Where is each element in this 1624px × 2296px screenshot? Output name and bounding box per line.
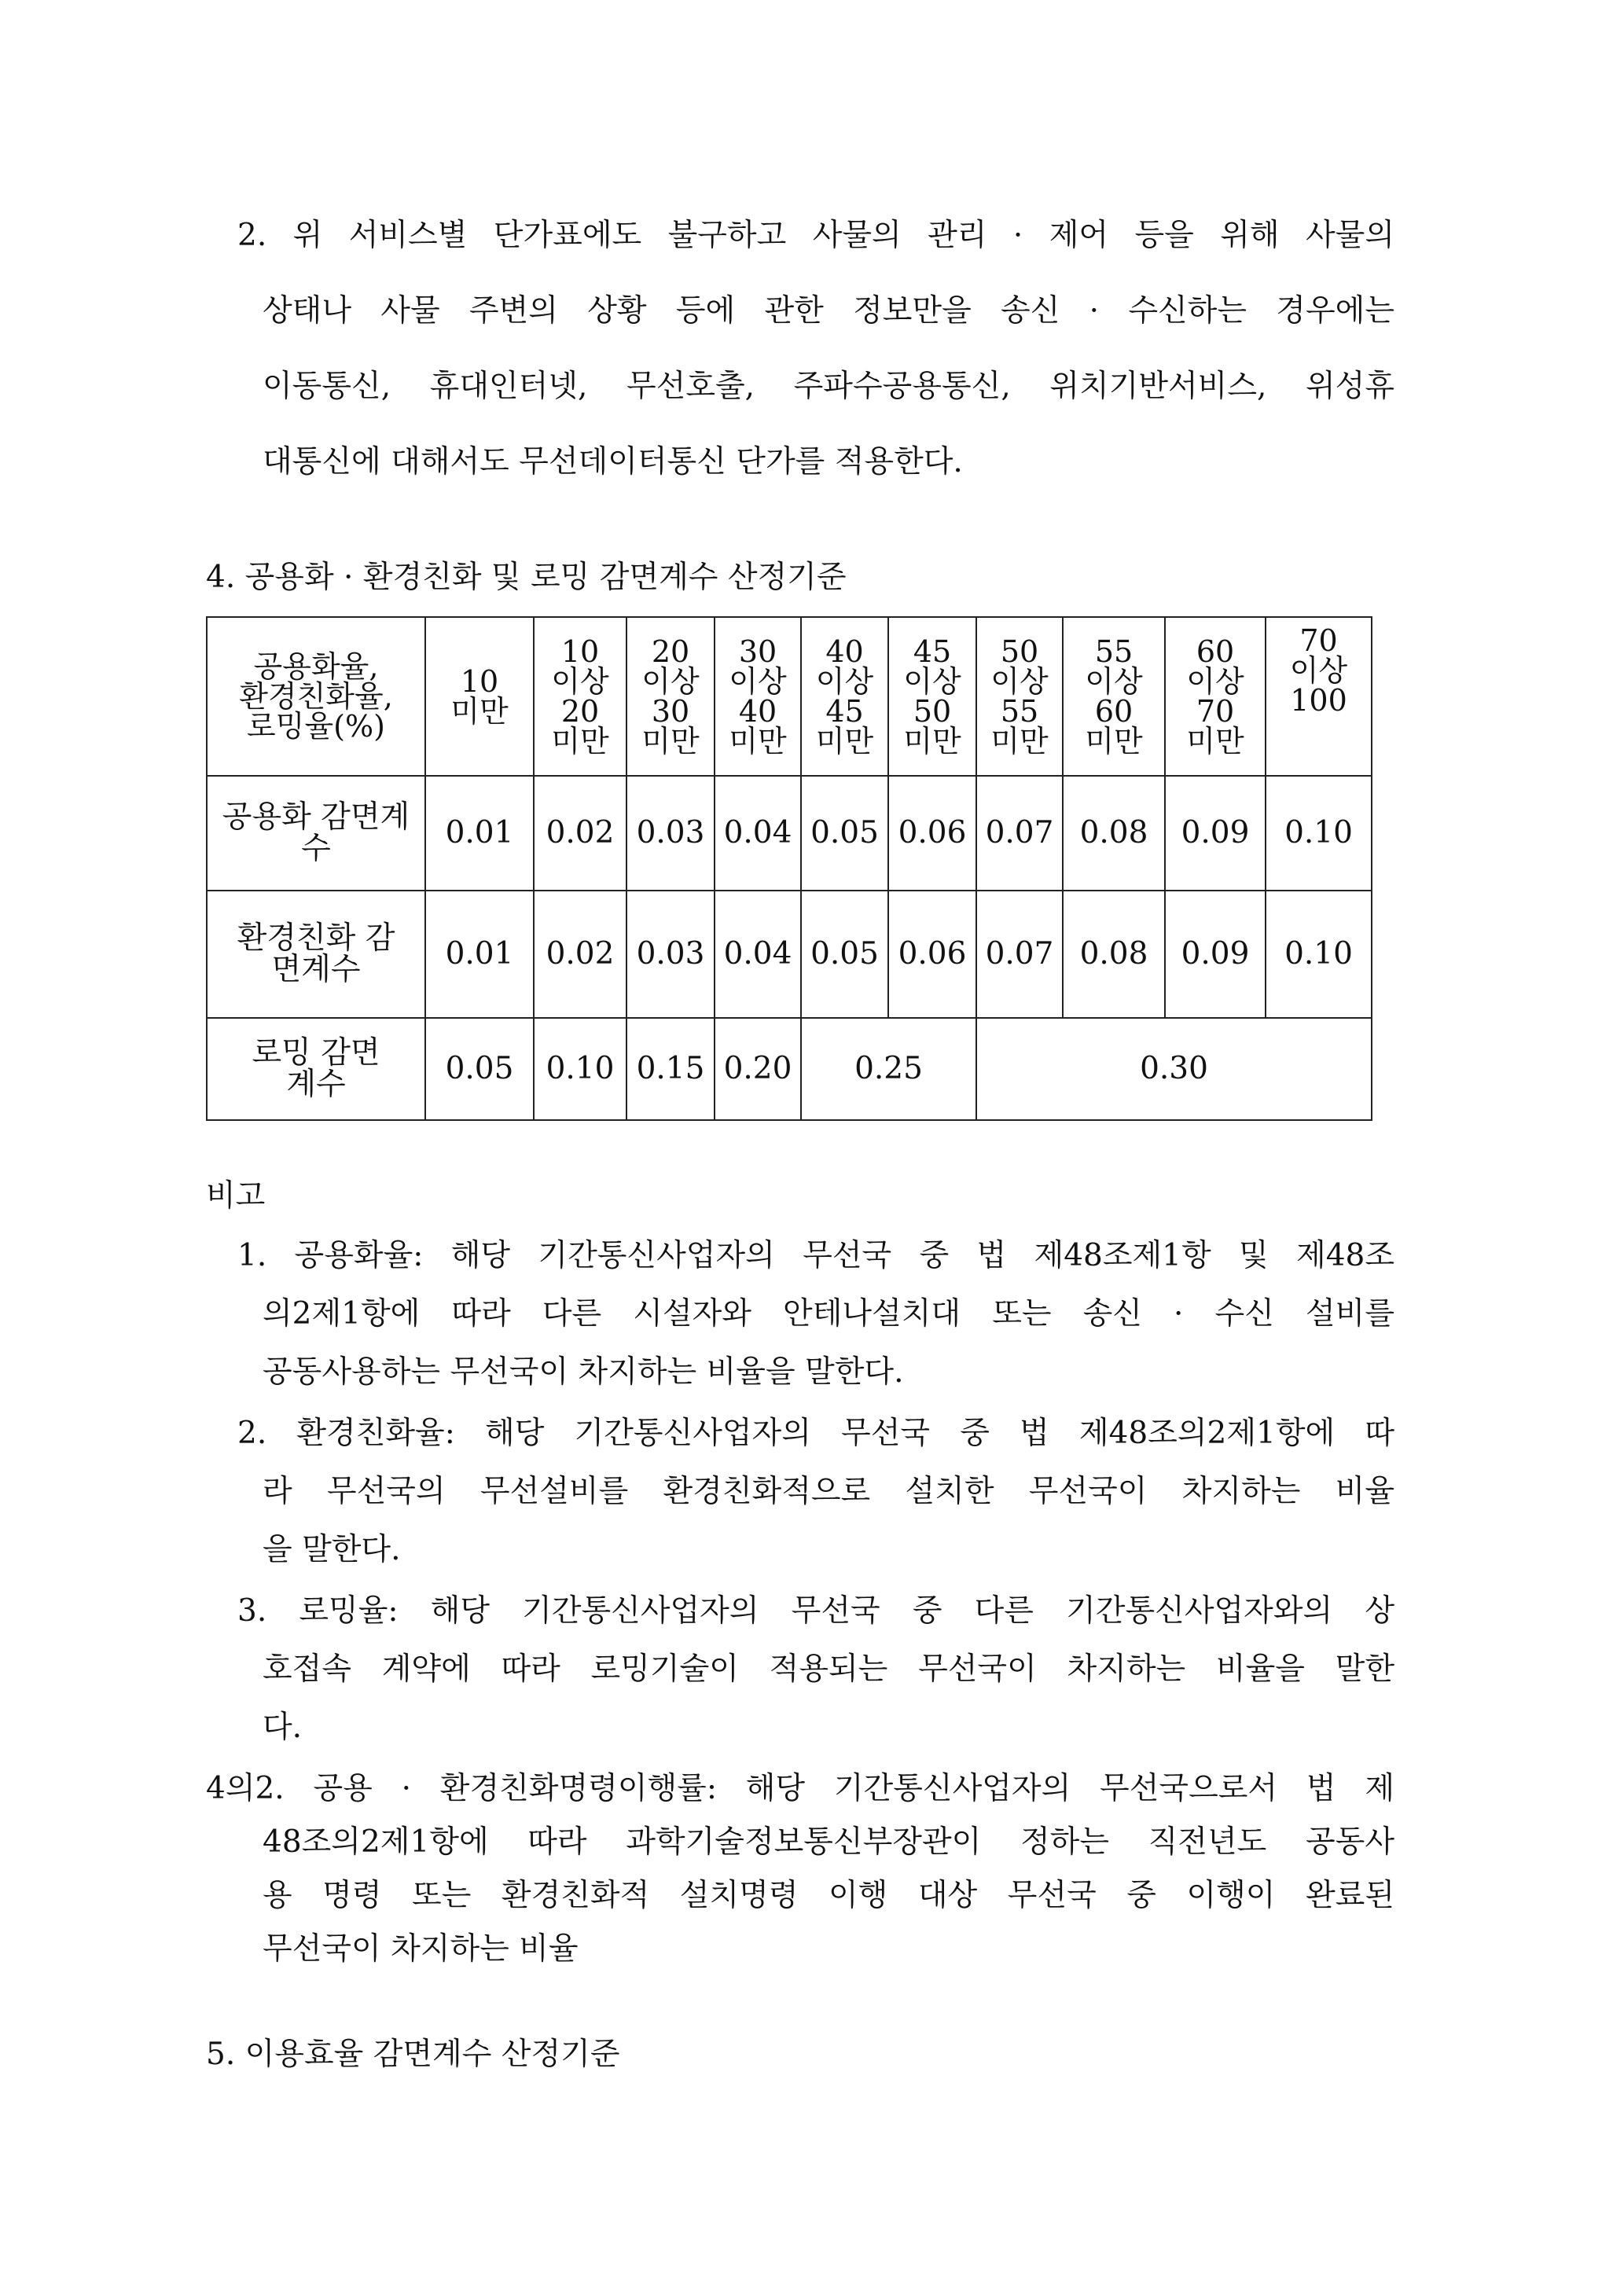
value-cell: 0.05: [801, 776, 888, 891]
row-label-cell: [207, 1018, 425, 1120]
range-header-cell: [534, 617, 626, 776]
range-text: 이상: [1085, 664, 1143, 699]
text-line: 4의2. 공용 · 환경친화명령이행률: 해당 기간통신사업자의 무선국으로서 법 제: [206, 1771, 1394, 1806]
value-cell: 0.10: [1266, 776, 1372, 891]
value-cell: 0.03: [626, 891, 715, 1018]
value-cell: 0.08: [1063, 891, 1165, 1018]
range-text: 이상: [815, 664, 874, 699]
text-line: 2. 환경친화율: 해당 기간통신사업자의 무선국 중 법 제48조의2제1항에 따: [237, 1416, 1394, 1451]
range-text: 이상: [990, 664, 1049, 699]
value-cell: 0.10: [534, 1018, 626, 1120]
text-line: 상태나 사물 주변의 상황 등에 관한 정보만을 송신 · 수신하는 경우에는: [263, 293, 1394, 329]
value-cell: 0.02: [534, 776, 626, 891]
section-5-title: 5. 이용효율 감면계수 산정기준: [206, 2037, 620, 2072]
header-label-line: 환경친화율,: [239, 679, 393, 714]
value-cell: 0.05: [425, 1018, 534, 1120]
value-cell: 0.01: [425, 891, 534, 1018]
range-text: 10: [460, 664, 499, 699]
range-header-cell: [715, 617, 801, 776]
row-label-cell: [207, 776, 425, 891]
range-text: 10: [560, 634, 600, 669]
range-text: 이상: [1186, 664, 1244, 699]
range-text: 미만: [990, 724, 1049, 759]
value-cell: 0.04: [715, 891, 801, 1018]
range-text: 30: [738, 634, 777, 669]
range-text: 45: [913, 634, 952, 669]
range-text: 이상: [729, 664, 787, 699]
value-cell: 0.01: [425, 776, 534, 891]
range-text: 100: [1290, 683, 1347, 718]
value-cell: 0.07: [976, 776, 1063, 891]
section-4-title: 4. 공용화 · 환경친화 및 로밍 감면계수 산정기준: [206, 560, 847, 595]
value-cell: 0.07: [976, 891, 1063, 1018]
table-row-sharing: [207, 776, 1372, 891]
text-line: 호접속 계약에 따라 로밍기술이 적용되는 무선국이 차지하는 비율을 말한: [263, 1651, 1394, 1687]
text-line: 공동사용하는 무선국이 차지하는 비율을 말한다.: [263, 1354, 904, 1390]
range-text: 50: [1000, 634, 1039, 669]
range-text: 미만: [1085, 724, 1143, 759]
value-cell: 0.02: [534, 891, 626, 1018]
row-label-text: 환경친화 감: [237, 920, 395, 956]
value-cell: 0.20: [715, 1018, 801, 1120]
value-cell: 0.30: [976, 1018, 1372, 1120]
range-text: 미만: [903, 724, 961, 759]
value-cell: 0.05: [801, 891, 888, 1018]
range-text: 미만: [551, 724, 609, 759]
reduction-coefficient-table: [206, 616, 1372, 1121]
range-text: 이상: [641, 664, 700, 699]
value-cell: 0.09: [1165, 891, 1266, 1018]
value-cell: 0.06: [888, 891, 976, 1018]
text-line: 을 말한다.: [263, 1532, 401, 1567]
value-cell: 0.25: [801, 1018, 976, 1120]
text-line: 라 무선국의 무선설비를 환경친화적으로 설치한 무선국이 차지하는 비율: [263, 1474, 1394, 1509]
text-line: 이동통신, 휴대인터넷, 무선호출, 주파수공용통신, 위치기반서비스, 위성휴: [263, 369, 1394, 404]
range-text: 70: [1299, 623, 1338, 658]
row-label-text: 면계수: [271, 952, 361, 987]
text-line: 1. 공용화율: 해당 기간통신사업자의 무선국 중 법 제48조제1항 및 제48조: [237, 1238, 1394, 1273]
range-header-cell: [888, 617, 976, 776]
range-header-cell: [1266, 617, 1372, 776]
value-cell: 0.15: [626, 1018, 715, 1120]
remarks-title: 비고: [206, 1178, 266, 1214]
header-label-line: 공용화율,: [253, 649, 379, 684]
range-text: 30: [651, 694, 690, 729]
range-header-cell: [976, 617, 1063, 776]
text-line: 무선국이 차지하는 비율: [263, 1931, 579, 1967]
range-text: 45: [825, 694, 864, 729]
range-text: 70: [1196, 694, 1235, 729]
range-text: 미만: [1186, 724, 1244, 759]
range-header-cell: [1165, 617, 1266, 776]
range-header-cell: [425, 617, 534, 776]
range-text: 20: [560, 694, 600, 729]
range-header-cell: [626, 617, 715, 776]
table-header-row: [207, 617, 1372, 776]
range-text: 미만: [815, 724, 874, 759]
text-line: 의2제1항에 따라 다른 시설자와 안테나설치대 또는 송신 · 수신 설비를: [263, 1296, 1394, 1332]
value-cell: 0.03: [626, 776, 715, 891]
value-cell: 0.04: [715, 776, 801, 891]
range-text: 이상: [1289, 653, 1348, 688]
range-text: 40: [825, 634, 864, 669]
row-label-text: 계수: [286, 1067, 346, 1102]
range-text: 이상: [551, 664, 609, 699]
range-text: 미만: [641, 724, 700, 759]
text-line: 2. 위 서비스별 단가표에도 불구하고 사물의 관리 · 제어 등을 위해 사물의: [237, 218, 1394, 253]
text-line: 용 명령 또는 환경친화적 설치명령 이행 대상 무선국 중 이행이 완료된: [263, 1878, 1394, 1913]
range-text: 55: [1094, 634, 1133, 669]
text-line: 대통신에 대해서도 무선데이터통신 단가를 적용한다.: [263, 444, 963, 479]
text-line: 다.: [263, 1710, 303, 1745]
table-row-eco: [207, 891, 1372, 1018]
range-text: 40: [738, 694, 777, 729]
header-label-line: 로밍율(%): [247, 709, 385, 744]
range-text: 55: [1000, 694, 1039, 729]
range-text: 이상: [903, 664, 961, 699]
range-text: 미만: [729, 724, 787, 759]
header-label-cell: [207, 617, 425, 776]
row-label-text: 공용화 감면계수: [222, 799, 410, 866]
value-cell: 0.08: [1063, 776, 1165, 891]
range-text: 60: [1094, 694, 1133, 729]
range-text: 60: [1196, 634, 1235, 669]
value-cell: 0.10: [1266, 891, 1372, 1018]
range-text: 50: [913, 694, 952, 729]
table-row-roaming: [207, 1018, 1372, 1120]
text-line: 48조의2제1항에 따라 과학기술정보통신부장관이 정하는 직전년도 공동사: [263, 1824, 1394, 1860]
range-text: 미만: [450, 694, 509, 729]
text-line: 3. 로밍율: 해당 기간통신사업자의 무선국 중 다른 기간통신사업자와의 상: [237, 1593, 1394, 1629]
row-label-cell: [207, 891, 425, 1018]
range-text: 20: [651, 634, 690, 669]
range-header-cell: [801, 617, 888, 776]
value-cell: 0.09: [1165, 776, 1266, 891]
range-header-cell: [1063, 617, 1165, 776]
row-label-text: 로밍 감면: [252, 1035, 380, 1071]
value-cell: 0.06: [888, 776, 976, 891]
